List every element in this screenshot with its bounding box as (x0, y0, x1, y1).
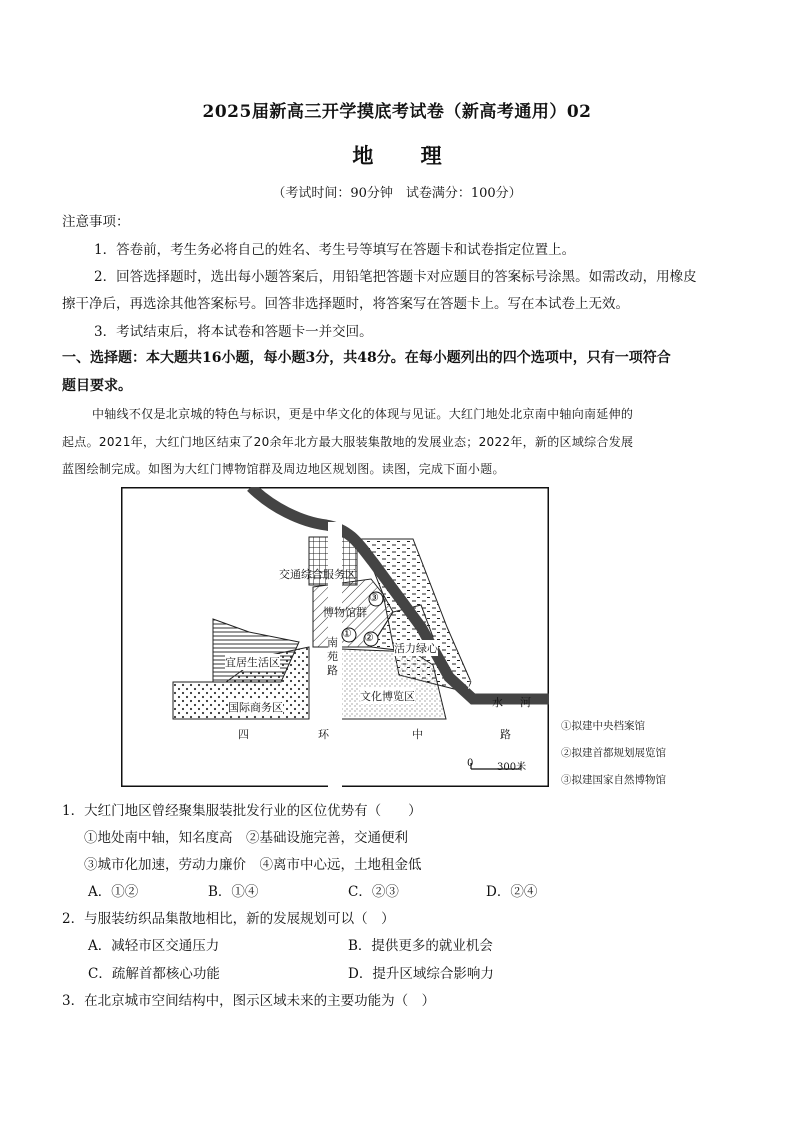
option-b: B．①④ (208, 884, 259, 900)
section-heading-continued: 题目要求。 (62, 378, 132, 394)
question-stem: 2．与服装纺织品集散地相比，新的发展规划可以（ ） (62, 911, 395, 927)
option-a: A．减轻市区交通压力 (88, 938, 220, 954)
label-residential: 宜居生活区 (225, 656, 280, 669)
passage-line: 蓝图绘制完成。如图为大红门博物馆群及周边地区规划图。读图，完成下面小题。 (62, 462, 505, 476)
marker-label-2: ② (364, 631, 374, 644)
question-statement: ③城市化加速，劳动力廉价 ④离市中心远，土地租金低 (84, 857, 422, 873)
legend-item: ①拟建中央档案馆 (561, 720, 645, 732)
note-item: 3．考试结束后，将本试卷和答题卡一并交回。 (94, 324, 373, 340)
exam-info: （考试时间：90分钟 试卷满分：100分） (272, 186, 522, 201)
scale-length: 300米 (497, 762, 527, 773)
question-statement: ①地处南中轴，知名度高 ②基础设施完善，交通便利 (84, 830, 408, 846)
question-stem: 1．大红门地区曾经聚集服装批发行业的区位优势有（ ） (62, 803, 422, 819)
label-museum: 博物馆群 (323, 606, 367, 619)
label-road-3: 中 (412, 728, 423, 741)
page-title: 2025届新高三开学摸底考试卷（新高考通用）02 (202, 102, 592, 122)
option-b: B．提供更多的就业机会 (348, 938, 493, 954)
note-item: 2．回答选择题时，选出每小题答案后，用铅笔把答题卡对应题目的答案标号涂黑。如需改动，用橡皮 (94, 269, 697, 285)
option-d: D．提升区域综合影响力 (348, 966, 494, 982)
label-road-1: 四 (238, 728, 249, 741)
label-green: 活力绿心 (394, 642, 438, 655)
label-business: 国际商务区 (228, 701, 283, 714)
option-a: A．①② (88, 884, 139, 900)
legend-item: ③拟建国家自然博物馆 (561, 774, 666, 786)
notes-heading: 注意事项： (62, 214, 130, 230)
label-road-4: 路 (500, 728, 511, 741)
option-c: C．②③ (348, 884, 399, 900)
legend-item: ②拟建首都规划展览馆 (561, 747, 666, 759)
label-river-2: 水 (492, 696, 503, 709)
label-road-2: 环 (318, 728, 329, 741)
passage-line: 中轴线不仅是北京城的特色与标识，更是中华文化的体现与见证。大红门地处北京南中轴向南延伸的 (92, 407, 634, 421)
section-heading: 一、选择题：本大题共16小题，每小题3分，共48分。在每小题列出的四个选项中，只有一项符合 (62, 350, 671, 366)
passage-line: 起点。2021年，大红门地区结束了20余年北方最大服装集散地的发展业态；2022年，新的区域综合发展 (62, 435, 634, 449)
label-south-3: 路 (327, 664, 338, 677)
note-item-continued: 擦干净后，再选涂其他答案标号。回答非选择题时，将答案写在答题卡上。写在本试卷上无效。 (62, 296, 629, 312)
label-river-3: 河 (520, 696, 531, 709)
label-transport: 交通综合服务区 (279, 568, 356, 581)
marker-label-1: ① (342, 627, 352, 640)
label-south-2: 苑 (327, 650, 338, 663)
option-c: C．疏解首都核心功能 (88, 966, 220, 982)
question-stem: 3．在北京城市空间结构中，图示区域未来的主要功能为（ ） (62, 993, 436, 1009)
note-item: 1．答卷前，考生务必将自己的姓名、考生号等填写在答题卡和试卷指定位置上。 (94, 242, 576, 258)
option-d: D．②④ (486, 884, 538, 900)
label-river-1: 凉 (467, 678, 478, 691)
subject-title: 地 理 (352, 143, 442, 168)
scale-zero: 0 (467, 758, 474, 769)
label-south-1: 南 (327, 636, 338, 649)
label-culture: 文化博览区 (360, 690, 415, 703)
marker-label-3: ③ (369, 591, 379, 604)
